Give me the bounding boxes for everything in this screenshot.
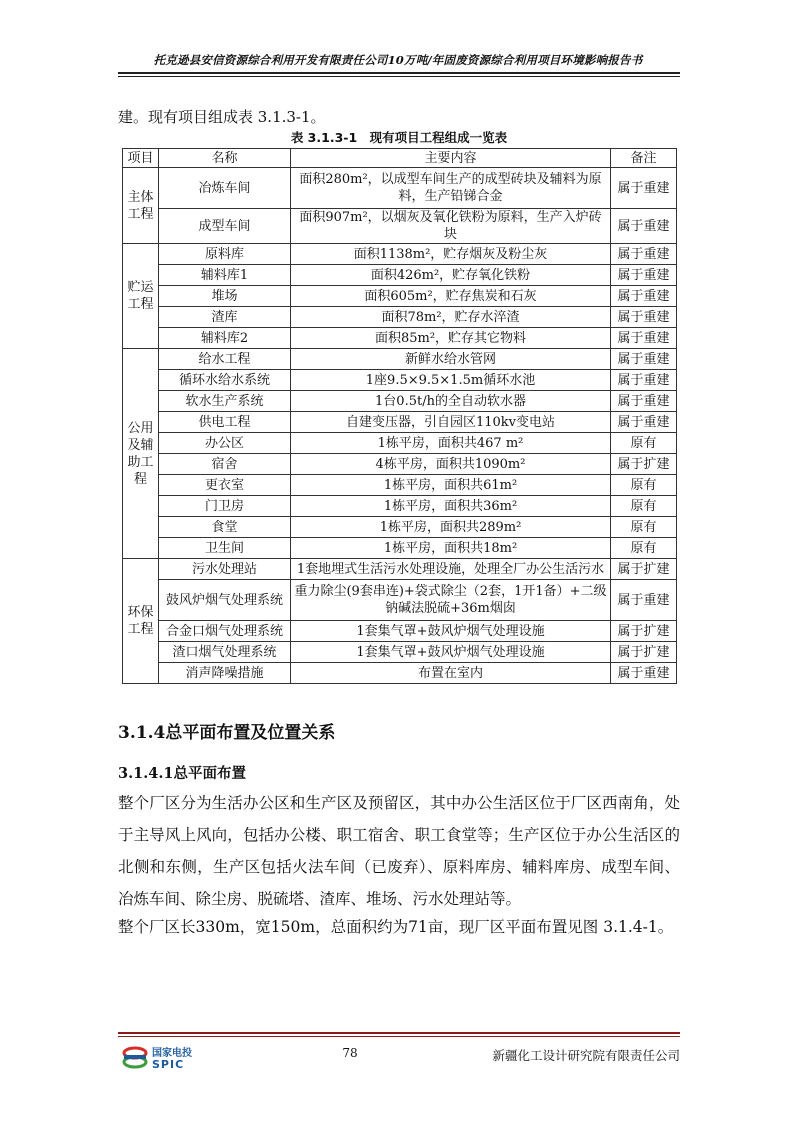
body-paragraph: 整个厂区长330m，宽150m，总面积约为71亩，现厂区平面布置见图 3.1.4-1。 — [118, 918, 674, 936]
table-row — [123, 580, 677, 621]
cell-note: 原有 — [611, 538, 677, 559]
cell-name: 消声降噪措施 — [159, 663, 291, 684]
table-row — [123, 209, 677, 244]
cell-content: 布置在室内 — [291, 663, 611, 684]
table-row — [123, 433, 677, 454]
intro-text: 建。现有项目组成表 3.1.3-1。 — [118, 108, 326, 126]
table-row — [123, 642, 677, 663]
table-row — [123, 328, 677, 349]
cell-content: 面积426m²，贮存氧化铁粉 — [291, 265, 611, 286]
table-row — [123, 454, 677, 475]
cell-content: 1栋平房，面积共18m² — [291, 538, 611, 559]
cell-content: 1栋平房，面积共61m² — [291, 475, 611, 496]
cell-name: 渣库 — [159, 307, 291, 328]
cell-name: 辅料库1 — [159, 265, 291, 286]
spic-logo-icon — [122, 1044, 148, 1072]
group-label-cell — [123, 168, 159, 244]
logo-text-en: SPIC — [152, 1058, 185, 1071]
table-row — [123, 663, 677, 684]
cell-note: 属于重建 — [611, 244, 677, 265]
cell-content: 1套地埋式生活污水处理设施，处理全厂办公生活污水 — [291, 559, 611, 580]
cell-name: 成型车间 — [159, 209, 291, 244]
cell-content: 面积280m²，以成型车间生产的成型砖块及辅料为原料，生产铅锑合金 — [291, 168, 611, 209]
footer-rule-thick — [118, 1032, 680, 1034]
table-header-row — [123, 149, 677, 168]
page-number: 78 — [342, 1046, 358, 1060]
cell-note: 属于扩建 — [611, 454, 677, 475]
cell-name: 原料库 — [159, 244, 291, 265]
cell-name: 给水工程 — [159, 349, 291, 370]
spic-logo — [122, 1042, 204, 1076]
header-rule-thin — [118, 76, 680, 77]
subsection-heading: 3.1.4.1总平面布置 — [118, 765, 247, 782]
group-label-line: 工程 — [127, 297, 154, 312]
cell-content: 新鲜水给水管网 — [291, 349, 611, 370]
cell-note: 属于重建 — [611, 328, 677, 349]
cell-name: 渣口烟气处理系统 — [159, 642, 291, 663]
cell-note: 原有 — [611, 517, 677, 538]
table-caption: 表 3.1.3-1 现有项目工程组成一览表 — [290, 130, 508, 145]
footer-rule-thin — [118, 1036, 680, 1037]
cell-content: 面积1138m²，贮存烟灰及粉尘灰 — [291, 244, 611, 265]
running-header: 托克逊县安信资源综合利用开发有限责任公司10万吨/年固废资源综合利用项目环境影响报告书 — [153, 53, 643, 67]
column-header: 主要内容 — [291, 149, 611, 168]
cell-note: 属于重建 — [611, 663, 677, 684]
cell-note: 属于扩建 — [611, 559, 677, 580]
table-row — [123, 517, 677, 538]
logo-text-cn: 国家电投 — [152, 1048, 192, 1059]
cell-content: 自建变压器，引自园区110kv变电站 — [291, 412, 611, 433]
body-paragraph: 整个厂区分为生活办公区和生产区及预留区，其中办公生活区位于厂区西南角，处于主导风上风向，包括办公楼、职工宿舍、职工食堂等；生产区位于办公生活区的北侧和东侧，生产区包括火法车间（已废弃）、原料库房、辅料库房、成型车间、冶炼车间、除尘房、脱硫塔、渣库、堆场、污水处理站等。 — [118, 794, 680, 908]
cell-note: 属于重建 — [611, 580, 677, 621]
cell-note: 属于重建 — [611, 168, 677, 209]
cell-content: 1套集气罩+鼓风炉烟气处理设施 — [291, 621, 611, 642]
table-row — [123, 621, 677, 642]
cell-name: 辅料库2 — [159, 328, 291, 349]
cell-note: 属于重建 — [611, 209, 677, 244]
group-label-cell — [123, 349, 159, 559]
cell-note: 属于重建 — [611, 391, 677, 412]
cell-content: 1栋平房，面积共467 m² — [291, 433, 611, 454]
cell-name: 宿舍 — [159, 454, 291, 475]
cell-name: 鼓风炉烟气处理系统 — [159, 580, 291, 621]
cell-content: 1栋平房，面积共36m² — [291, 496, 611, 517]
cell-content: 面积605m²，贮存焦炭和石灰 — [291, 286, 611, 307]
cell-name: 卫生间 — [159, 538, 291, 559]
cell-content: 4栋平房，面积共1090m² — [291, 454, 611, 475]
cell-content: 1台0.5t/h的全自动软水器 — [291, 391, 611, 412]
group-label-line: 工程 — [127, 206, 154, 222]
table-row — [123, 475, 677, 496]
cell-note: 属于重建 — [611, 286, 677, 307]
table-row — [123, 286, 677, 307]
group-label-line: 公用 — [127, 420, 154, 436]
cell-name: 循环水给水系统 — [159, 370, 291, 391]
cell-name: 办公区 — [159, 433, 291, 454]
table-row — [123, 391, 677, 412]
cell-name: 污水处理站 — [159, 559, 291, 580]
cell-content: 面积907m²，以烟灰及氧化铁粉为原料，生产入炉砖块 — [291, 209, 611, 244]
section-heading: 3.1.4总平面布置及位置关系 — [118, 723, 336, 743]
cell-note: 原有 — [611, 433, 677, 454]
cell-note: 属于重建 — [611, 412, 677, 433]
group-label-cell — [123, 244, 159, 349]
footer-company: 新疆化工设计研究院有限责任公司 — [492, 1048, 680, 1063]
table-body — [123, 168, 677, 684]
column-header: 项目 — [123, 149, 159, 168]
group-label-line: 助工 — [127, 454, 154, 470]
table-row — [123, 307, 677, 328]
cell-name: 合金口烟气处理系统 — [159, 621, 291, 642]
cell-content: 1座9.5×9.5×1.5m循环水池 — [291, 370, 611, 391]
group-label-line: 贮运 — [127, 280, 154, 295]
cell-note: 原有 — [611, 496, 677, 517]
cell-content: 重力除尘(9套串连)+袋式除尘（2套，1开1备）+二级钠碱法脱硫+36m烟囱 — [291, 580, 611, 621]
group-label-line: 及辅 — [127, 437, 154, 453]
cell-name: 门卫房 — [159, 496, 291, 517]
table-row — [123, 168, 677, 209]
header-rule-thick — [118, 72, 680, 74]
cell-name: 供电工程 — [159, 412, 291, 433]
table-row — [123, 412, 677, 433]
table-row — [123, 349, 677, 370]
table-row — [123, 265, 677, 286]
cell-note: 属于重建 — [611, 307, 677, 328]
table-row — [123, 559, 677, 580]
group-label-line: 环保 — [127, 605, 154, 620]
table-row — [123, 496, 677, 517]
cell-name: 堆场 — [159, 286, 291, 307]
cell-content: 面积78m²，贮存水淬渣 — [291, 307, 611, 328]
column-header: 名称 — [159, 149, 291, 168]
cell-note: 属于重建 — [611, 370, 677, 391]
cell-note: 属于重建 — [611, 265, 677, 286]
cell-content: 面积85m²，贮存其它物料 — [291, 328, 611, 349]
cell-note: 原有 — [611, 475, 677, 496]
cell-name: 软水生产系统 — [159, 391, 291, 412]
column-header: 备注 — [611, 149, 677, 168]
cell-content: 1套集气罩+鼓风炉烟气处理设施 — [291, 642, 611, 663]
table-row — [123, 538, 677, 559]
table-row — [123, 370, 677, 391]
group-label-line: 工程 — [127, 622, 154, 637]
group-label-line: 主体 — [127, 189, 154, 205]
group-label-cell — [123, 559, 159, 684]
table-row — [123, 244, 677, 265]
cell-note: 属于扩建 — [611, 621, 677, 642]
cell-name: 更衣室 — [159, 475, 291, 496]
cell-name: 食堂 — [159, 517, 291, 538]
cell-name: 冶炼车间 — [159, 168, 291, 209]
cell-content: 1栋平房，面积共289m² — [291, 517, 611, 538]
cell-note: 属于扩建 — [611, 642, 677, 663]
project-composition-table — [122, 148, 677, 684]
group-label-line: 程 — [133, 471, 147, 487]
cell-note: 属于重建 — [611, 349, 677, 370]
